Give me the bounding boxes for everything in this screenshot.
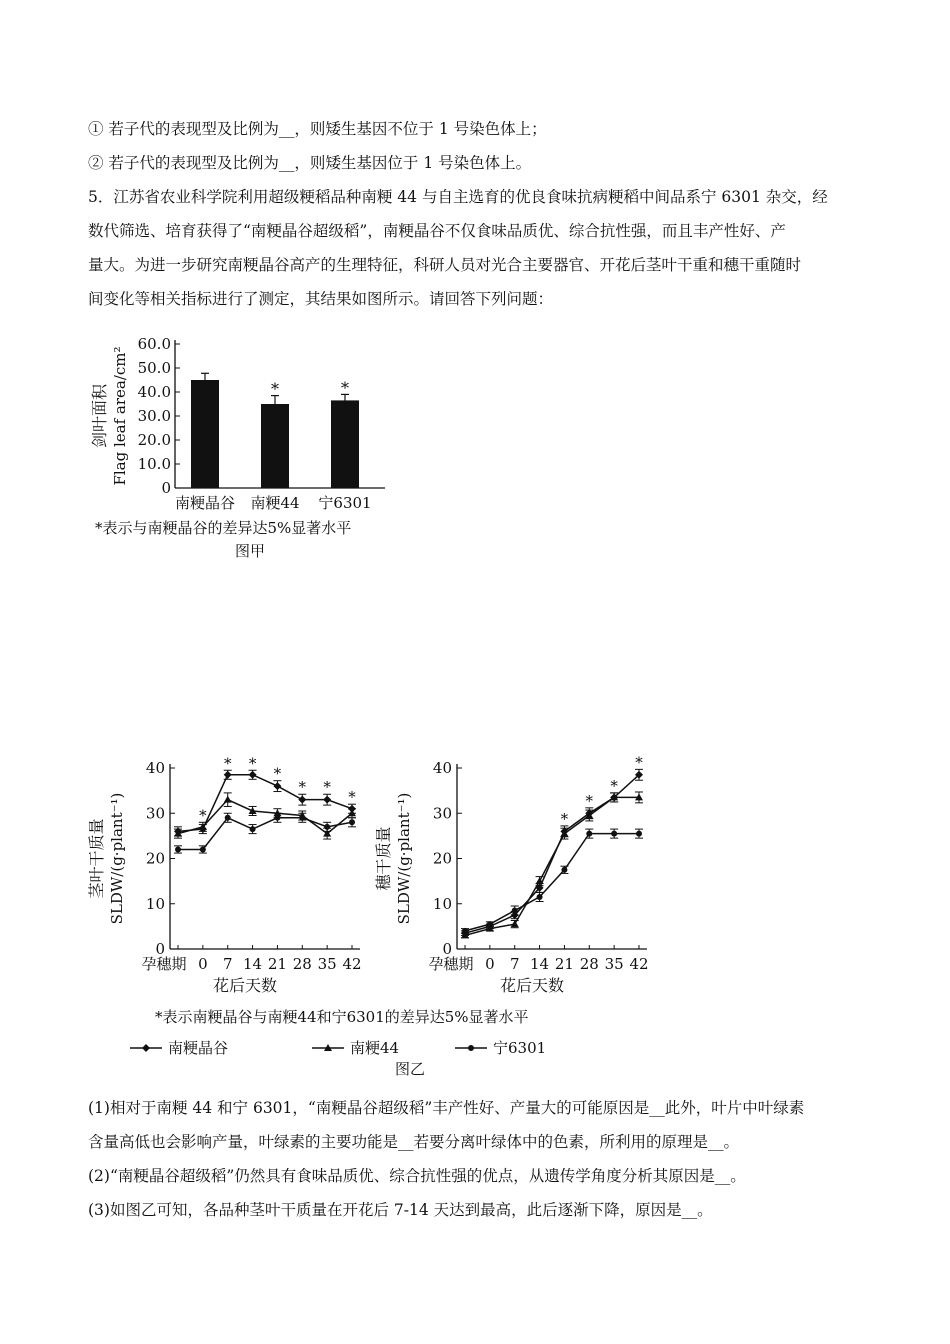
y-tick-label: 30 bbox=[145, 804, 165, 823]
bar-3 bbox=[331, 400, 359, 488]
x-tick-label: 14 bbox=[530, 955, 550, 973]
sub-question-2: (2)“南粳晶谷超级稻”仍然具有食味品质优、综合抗性强的优点，从遗传学角度分析其原因是__。 bbox=[88, 1167, 746, 1185]
series-line-2 bbox=[465, 797, 639, 935]
data-point bbox=[175, 846, 181, 852]
significance-mark: * bbox=[223, 754, 232, 773]
legend-label: 南粳44 bbox=[350, 1039, 400, 1057]
significance-mark: * bbox=[323, 778, 331, 797]
figure-a-note: *表示与南粳晶谷的差异达5%显著水平 bbox=[95, 519, 352, 537]
y-tick-label: 30 bbox=[432, 804, 452, 823]
bar-2 bbox=[261, 404, 289, 488]
y-axis-label: SLDW/(g·plant⁻¹) bbox=[395, 792, 413, 925]
legend-marker bbox=[142, 1044, 150, 1052]
series-line-3 bbox=[465, 834, 639, 931]
data-point bbox=[224, 796, 232, 803]
x-tick-label: 7 bbox=[509, 955, 520, 973]
x-tick-label: 35 bbox=[317, 955, 337, 973]
x-tick-label: 孕穗期 bbox=[428, 955, 474, 973]
question-5-line-3: 量大。为进一步研究南粳晶谷高产的生理特征，科研人员对光合主要器官、开花后茎叶干重和穗干重随时 bbox=[88, 256, 802, 274]
sub-question-1-line-2: 含量高低也会影响产量，叶绿素的主要功能是__若要分离叶绿体中的色素，所利用的原理是__。 bbox=[88, 1133, 740, 1151]
y-axis-label-cn: 穗干质量 bbox=[374, 826, 393, 891]
data-point bbox=[537, 894, 543, 900]
significance-mark: * bbox=[560, 809, 569, 828]
x-tick-label: 7 bbox=[222, 955, 233, 973]
y-tick-label: 0 bbox=[442, 940, 452, 958]
x-tick-label: 0 bbox=[485, 955, 495, 973]
significance-mark: * bbox=[199, 806, 207, 825]
question-5-line-1: 5．江苏省农业科学院利用超级粳稻品种南粳 44 与自主选育的优良食味抗病粳稻中间品系宁 6301 杂交，经 bbox=[88, 188, 828, 206]
question-4-part-1: ① 若子代的表现型及比例为__，则矮生基因不位于 1 号染色体上； bbox=[88, 120, 547, 138]
data-point bbox=[349, 819, 355, 825]
data-point bbox=[511, 920, 519, 927]
data-point bbox=[586, 831, 592, 837]
figure-b-caption: 图乙 bbox=[394, 1060, 426, 1078]
y-tick-label: 40 bbox=[145, 759, 165, 777]
significance-mark: * bbox=[585, 791, 594, 810]
x-tick-label: 42 bbox=[342, 955, 362, 973]
x-tick-label: 21 bbox=[554, 955, 574, 973]
question-5-line-4: 间变化等相关指标进行了测定，其结果如图所示。请回答下列问题： bbox=[88, 290, 554, 308]
question-5-line-2: 数代筛选、培育获得了“南粳晶谷超级稻”，南粳晶谷不仅食味品质优、综合抗性强，而且丰产性好、产 bbox=[88, 222, 786, 240]
x-tick-label: 35 bbox=[604, 955, 624, 973]
sub-question-1-line-1: (1)相对于南粳 44 和宁 6301，“南粳晶谷超级稻”丰产性好、产量大的可能原因是__此外，叶片中叶绿素 bbox=[88, 1099, 805, 1117]
figure-b-line-charts bbox=[80, 752, 700, 1087]
y-tick-label: 20.0 bbox=[137, 431, 171, 449]
data-point bbox=[487, 921, 493, 927]
data-point bbox=[200, 846, 206, 852]
x-tick-label: 0 bbox=[198, 955, 208, 973]
figure-b-note: *表示南粳晶谷与南粳44和宁6301的差异达5%显著水平 bbox=[155, 1008, 529, 1026]
y-tick-label: 10 bbox=[145, 894, 165, 913]
x-tick-label: 21 bbox=[267, 955, 287, 973]
x-axis-label: 花后天数 bbox=[212, 976, 278, 995]
data-point bbox=[299, 815, 305, 821]
data-point bbox=[273, 782, 281, 790]
category-label: 南粳晶谷 bbox=[174, 494, 236, 512]
y-axis-label: Flag leaf area/cm² bbox=[111, 346, 129, 486]
y-tick-label: 50.0 bbox=[137, 359, 171, 377]
x-tick-label: 28 bbox=[579, 955, 599, 973]
x-tick-label: 14 bbox=[243, 955, 263, 973]
data-point bbox=[611, 831, 617, 837]
data-point bbox=[274, 815, 280, 821]
y-tick-label: 0 bbox=[155, 940, 165, 958]
data-point bbox=[462, 928, 468, 934]
data-point bbox=[636, 831, 642, 837]
data-point bbox=[561, 867, 567, 873]
y-tick-label: 40.0 bbox=[137, 383, 171, 401]
y-tick-label: 40 bbox=[432, 759, 452, 777]
figure-a-bar-chart bbox=[80, 330, 440, 570]
data-point bbox=[324, 824, 330, 830]
question-4-part-2: ② 若子代的表现型及比例为__，则矮生基因位于 1 号染色体上。 bbox=[88, 154, 532, 172]
bar-1 bbox=[191, 380, 219, 488]
y-tick-label: 30.0 bbox=[137, 407, 171, 425]
y-axis-label: SLDW/(g·plant⁻¹) bbox=[108, 792, 126, 925]
y-tick-label: 0 bbox=[161, 479, 171, 497]
legend-label: 宁6301 bbox=[493, 1039, 547, 1057]
significance-mark: * bbox=[248, 754, 257, 773]
x-tick-label: 42 bbox=[629, 955, 649, 973]
data-point bbox=[250, 826, 256, 832]
significance-mark: * bbox=[635, 753, 643, 772]
y-tick-label: 20 bbox=[145, 849, 165, 868]
sub-question-3: (3)如图乙可知，各品种茎叶干质量在开花后 7-14 天达到最高，此后逐渐下降，原因是__。 bbox=[88, 1201, 713, 1219]
data-point bbox=[225, 815, 231, 821]
significance-mark: * bbox=[273, 764, 282, 783]
y-tick-label: 10.0 bbox=[137, 455, 171, 473]
y-axis-label-cn: 剑叶面积 bbox=[90, 383, 109, 449]
significance-mark: * bbox=[610, 776, 618, 795]
x-tick-label: 28 bbox=[292, 955, 312, 973]
legend-label: 南粳晶谷 bbox=[168, 1039, 229, 1057]
y-tick-label: 10 bbox=[432, 894, 452, 913]
legend-marker bbox=[468, 1045, 474, 1051]
x-axis-label: 花后天数 bbox=[499, 976, 565, 995]
significance-mark: * bbox=[348, 788, 356, 807]
significance-mark: * bbox=[271, 379, 279, 399]
data-point bbox=[323, 796, 331, 804]
figure-a-caption: 图甲 bbox=[234, 542, 266, 560]
y-tick-label: 60.0 bbox=[137, 335, 171, 353]
significance-mark: * bbox=[341, 378, 349, 398]
x-tick-label: 孕穗期 bbox=[141, 955, 187, 973]
significance-mark: * bbox=[298, 778, 307, 797]
data-point bbox=[512, 908, 518, 914]
category-label: 南粳44 bbox=[250, 494, 300, 512]
y-tick-label: 20 bbox=[432, 849, 452, 868]
y-axis-label-cn: 茎叶干质量 bbox=[87, 818, 106, 899]
data-point bbox=[298, 796, 306, 804]
category-label: 宁6301 bbox=[318, 494, 372, 512]
